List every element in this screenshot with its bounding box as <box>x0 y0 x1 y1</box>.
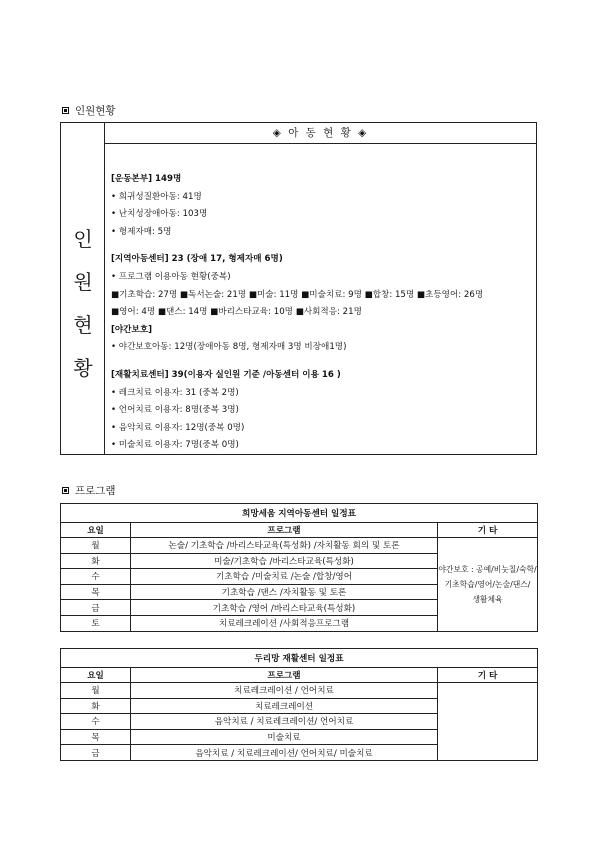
community-center-schedule-table <box>60 503 538 632</box>
day-cell: 금 <box>61 600 131 616</box>
status-line: ■기초학습: 27명 ■독서논술: 21명 ■미술: 11명 ■미술치료: 9명 ■합창: 15명 ■초등영어: 26명 <box>111 289 484 300</box>
status-line: • 음악치료 이용자: 12명(중복 0명) <box>111 422 245 433</box>
spacer <box>111 241 530 251</box>
status-subheading: [재활치료센터] 39(이용자 실인원 기준 /아동센터 이용 16 ) <box>111 369 341 380</box>
table-title: 두리망 재활센터 일정표 <box>61 649 538 668</box>
day-cell: 토 <box>61 615 131 631</box>
etc-line: 야간보호 : 공예/비눗칠/숙학/ <box>438 564 537 574</box>
vertical-title-column <box>61 123 105 454</box>
etc-cell <box>438 538 538 632</box>
section-heading-staff <box>62 103 116 118</box>
status-content <box>111 171 530 455</box>
etc-line: 기초학습/영어/논술/댄스/ <box>444 579 531 589</box>
etc-cell <box>438 683 538 761</box>
day-cell: 수 <box>61 714 131 730</box>
spacer <box>111 357 530 367</box>
status-line: • 야간보호아동: 12명(장애아동 8명, 형제자매 3명 비장애1명) <box>111 342 347 353</box>
col-header-program: 프로그램 <box>131 668 438 683</box>
col-header-day: 요일 <box>61 668 131 683</box>
day-cell: 금 <box>61 745 131 761</box>
program-cell: 음악치료 / 치료레크레이션/ 언어치료 <box>131 714 438 730</box>
day-cell: 목 <box>61 584 131 600</box>
vertical-title-char: 황 <box>73 356 93 380</box>
status-header: ◈ 아 동 현 황 ◈ <box>105 123 536 144</box>
program-cell: 기초학습 /미술치료 /논술 /합창/영어 <box>131 569 438 585</box>
etc-line: 생활체육 <box>472 594 503 604</box>
program-cell: 치료레크레이션 <box>131 698 438 714</box>
status-line: • 미술치료 이용자: 7명(중복 0명) <box>111 440 239 451</box>
program-cell: 논술/ 기초학습 /바리스타교육(특성화) /자치활동 회의 및 토론 <box>131 538 438 554</box>
table-row <box>61 538 538 554</box>
status-line: • 난치성장애아동: 103명 <box>111 209 208 220</box>
vertical-title <box>61 223 105 381</box>
day-cell: 수 <box>61 569 131 585</box>
col-header-etc: 기 타 <box>438 523 538 538</box>
square-bullet-icon <box>62 487 69 494</box>
day-cell: 목 <box>61 729 131 745</box>
day-cell: 화 <box>61 553 131 569</box>
section-heading-program <box>62 483 116 498</box>
section-heading-text: 인원현황 <box>75 105 116 117</box>
program-cell: 기초학습 /댄스 /자치활동 및 토론 <box>131 584 438 600</box>
status-line: • 레크치료 이용자: 31 (중복 2명) <box>111 387 239 398</box>
section-heading-text: 프로그램 <box>75 485 116 497</box>
vertical-title-char: 원 <box>73 270 93 294</box>
day-cell: 월 <box>61 683 131 699</box>
rehab-center-schedule-table <box>60 648 538 761</box>
program-cell: 치료레크레이션 /사회적응프로그램 <box>131 615 438 631</box>
square-bullet-icon <box>62 107 69 114</box>
status-line: • 희귀성질환아동: 41명 <box>111 191 202 202</box>
status-line: • 프로그램 이용아동 현황(중복) <box>111 271 231 282</box>
col-header-day: 요일 <box>61 523 131 538</box>
status-line: • 형제자매: 5명 <box>111 226 172 237</box>
day-cell: 화 <box>61 698 131 714</box>
program-cell: 미술치료 <box>131 729 438 745</box>
program-cell: 음악치료 / 치료레크레이션/ 언어치료/ 미술치료 <box>131 745 438 761</box>
program-cell: 미술/기초학습 /바리스타교육(특성화) <box>131 553 438 569</box>
program-cell: 기초학습 /영어 /바리스타교육(특성화) <box>131 600 438 616</box>
day-cell: 월 <box>61 538 131 554</box>
program-cell: 치료레크레이션 / 언어치료 <box>131 683 438 699</box>
vertical-title-char: 인 <box>73 227 93 251</box>
status-subheading: [야간보호] <box>111 324 153 335</box>
col-header-program: 프로그램 <box>131 523 438 538</box>
status-subheading: [운동본부] 149명 <box>111 174 182 184</box>
status-line: ■영어: 4명 ■댄스: 14명 ■바리스타교육: 10명 ■사회적응: 21명 <box>111 307 362 318</box>
vertical-title-char: 현 <box>73 313 93 337</box>
status-subheading: [지역아동센터] 23 (장애 17, 형제자매 6명) <box>111 254 283 265</box>
child-status-box <box>60 122 537 455</box>
status-line: • 언어치료 이용자: 8명(중복 3명) <box>111 405 239 416</box>
col-header-etc: 기 타 <box>438 668 538 683</box>
table-row <box>61 683 538 699</box>
table-title: 희망세움 지역아동센터 일정표 <box>61 504 538 523</box>
